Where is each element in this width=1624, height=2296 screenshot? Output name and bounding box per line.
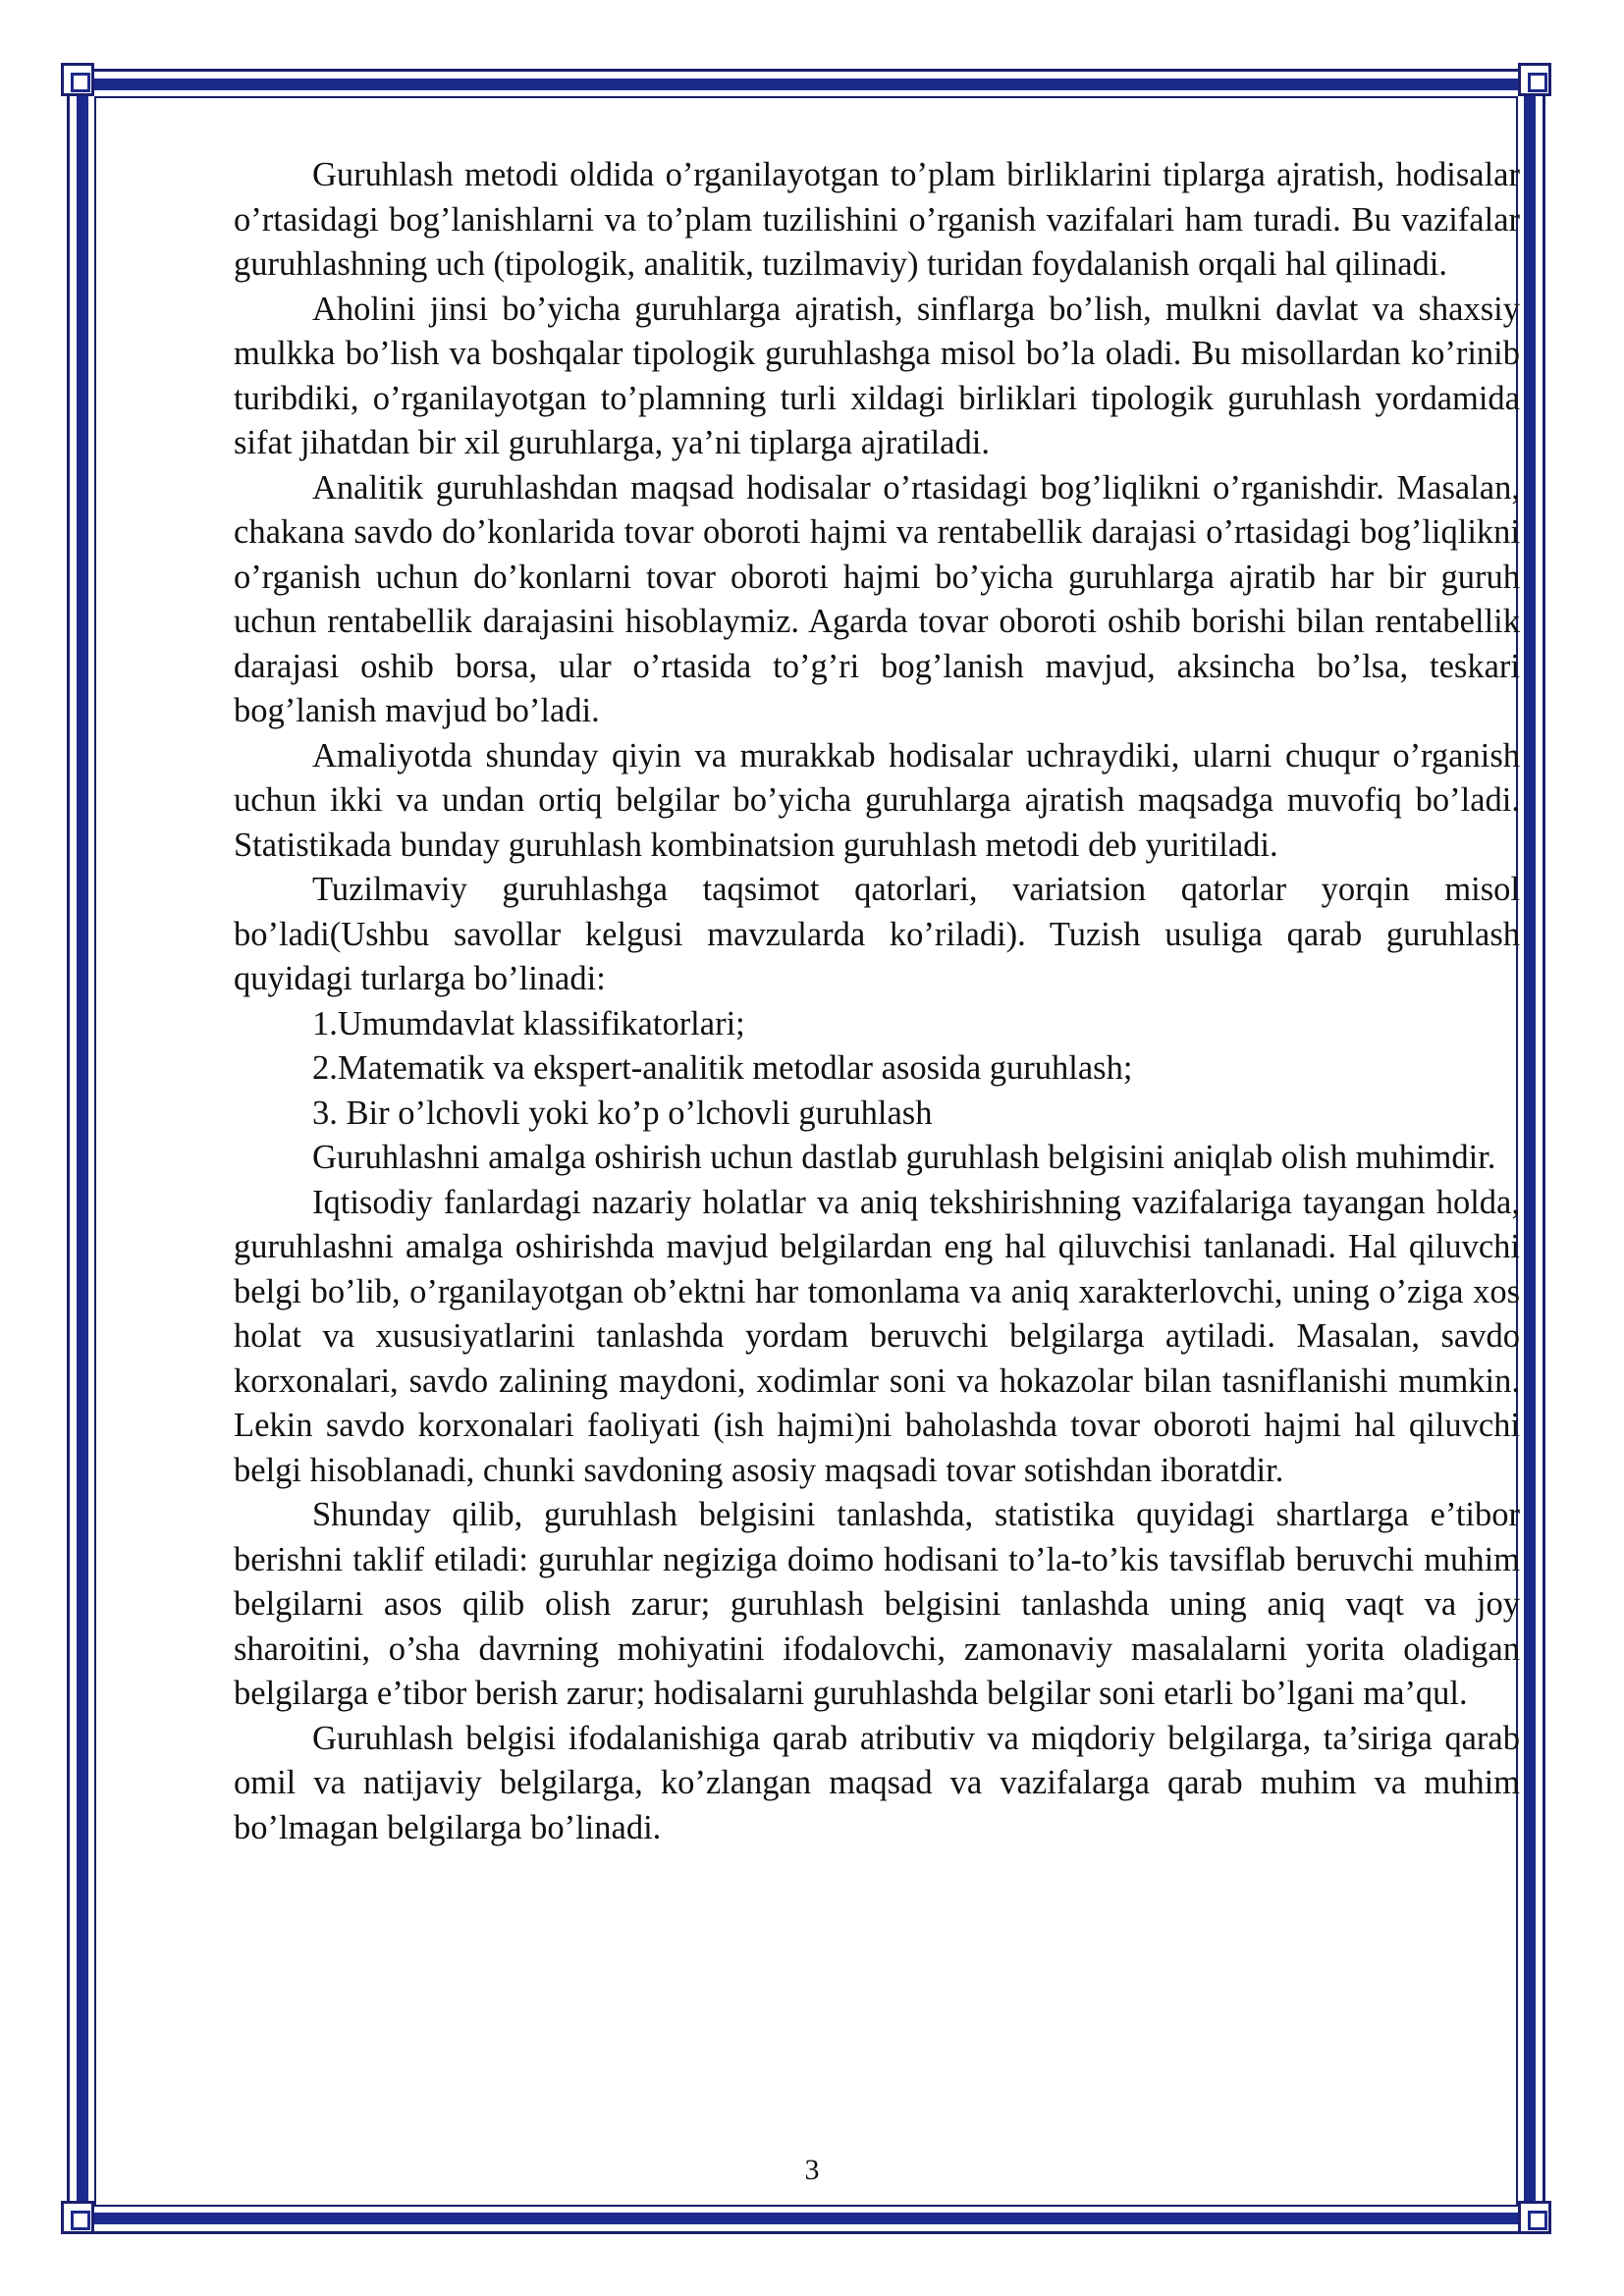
paragraph-attribute-types: Guruhlash belgisi ifodalanishiga qarab atributiv va miqdoriy belgilarga, ta’siriga qarab omil va natijaviy belgilarga, ko’zlangan maqsad va vazifalarga qarab muhim va muhim bo’lmagan belgilarga bo’linadi.: [234, 1719, 1520, 1846]
paragraph-decisive-attribute: Iqtisodiy fanlardagi nazariy holatlar va aniq tekshirishning vazifalariga tayangan holda, guruhlashni amalga oshirishda mavjud belgilardan eng hal qiluvchisi tanlanadi. Hal qiluvchi belgi bo’lib, o’rganilayotgan ob’ektni har tomonlama va aniq xarakterlovchi, uning o’ziga xos holat va xususiyatlarini tanlashda yordam beruvchi belgilarga aytiladi. Masalan, savdo korxonalari, savdo zalining maydoni, xodimlar soni va hokazolar bilan tasniflanishi mumkin. Lekin savdo korxonalari faoliyati (ish hajmi)ni baholashda tovar oboroti hajmi hal qiluvchi belgi hisoblanadi, chunki savdoning asosiy maqsadi tovar sotishdan iboratdir.: [234, 1183, 1520, 1489]
paragraph-selection-conditions: Shunday qilib, guruhlash belgisini tanlashda, statistika quyidagi shartlarga e’tibor berishni taklif etiladi: guruhlar negiziga doimo hodisani to’la-to’kis tavsiflab beruvchi muhim belgilarni asos qilib olish zarur; guruhlash belgisini tanlashda uning aniq vaqt va joy sharoitini, o’sha davrning mohiyatini ifodalovchi, zamonaviy masalalarni yorita oladigan belgilarga e’tibor berish zarur; hodisalarni guruhlashda belgilar soni etarli bo’lgani ma’qul.: [234, 1496, 1520, 1712]
paragraph-grouping-attribute: Guruhlashni amalga oshirish uchun dastlab guruhlash belgisini aniqlab olish muhimdir.: [312, 1139, 1496, 1176]
paragraph-structural-grouping: Tuzilmaviy guruhlashga taqsimot qatorlari, variatsion qatorlar yorqin misol bo’ladi(Ushbu savollar kelgusi mavzularda ko’riladi). Tuzish usuliga qarab guruhlash quyidagi turlarga bo’linadi:: [234, 871, 1520, 997]
page-number: 3: [804, 2154, 820, 2186]
corner-ornament-top-left: [61, 63, 94, 96]
corner-ornament-bottom-right: [1518, 2201, 1551, 2234]
paragraph-typological-grouping: Aholini jinsi bo’yicha guruhlarga ajratish, sinflarga bo’lish, mulkni davlat va shaxsiy mulkka bo’lish va boshqalar tipologik guruhlashga misol bo’la oladi. Bu misollardan ko’rinib turibdiki, o’rganilayotgan to’plamning turli xildagi birliklari tipologik guruhlash yordamida sifat jihatdan bir xil guruhlarga, ya’ni tiplarga ajratiladi.: [234, 290, 1520, 461]
paragraph-grouping-tasks: Guruhlash metodi oldida o’rganilayotgan to’plam birliklarini tiplarga ajratish, hodisalar o’rtasidagi bog’lanishlarni va to’plam tuzilishini o’rganish vazifalari ham turadi. Bu vazifalar guruhlashning uch (tipologik, analitik, tuzilmaviy) turidan foydalanish orqali hal qilinadi.: [234, 156, 1520, 283]
list-item-1: 1.Umumdavlat klassifikatorlari;: [312, 1004, 745, 1042]
paragraph-combination-grouping: Amaliyotda shunday qiyin va murakkab hodisalar uchraydiki, ularni chuqur o’rganish uchun ikki va undan ortiq belgilar bo’yicha guruhlarga ajratish maqsadga muvofiq bo’ladi. Statistikada bunday guruhlash kombinatsion guruhlash metodi deb yuritiladi.: [234, 736, 1520, 864]
paragraph-analytical-grouping: Analitik guruhlashdan maqsad hodisalar o’rtasidagi bog’liqlikni o’rganishdir. Masalan, chakana savdo do’konlarida tovar oboroti hajmi va rentabellik darajasi o’rtasidagi bog’liqlikni o’rganish uchun do’konlarni tovar oboroti hajmi bo’yicha guruhlarga ajratib har bir guruh uchun rentabellik darajasini hisoblaymiz. Agarda tovar oboroti oshib borishi bilan rentabellik darajasi oshib borsa, ular o’rtasida to’g’ri bog’lanish mavjud, aksincha bo’lsa, teskari bog’lanish mavjud bo’ladi.: [234, 468, 1520, 729]
list-item-3: 3. Bir o’lchovli yoki ko’p o’lchovli guruhlash: [312, 1094, 933, 1132]
list-item-2: 2.Matematik va ekspert-analitik metodlar asosida guruhlash;: [312, 1049, 1133, 1087]
corner-ornament-bottom-left: [61, 2201, 94, 2234]
document-body: [234, 153, 1520, 1850]
corner-ornament-top-right: [1518, 63, 1551, 96]
